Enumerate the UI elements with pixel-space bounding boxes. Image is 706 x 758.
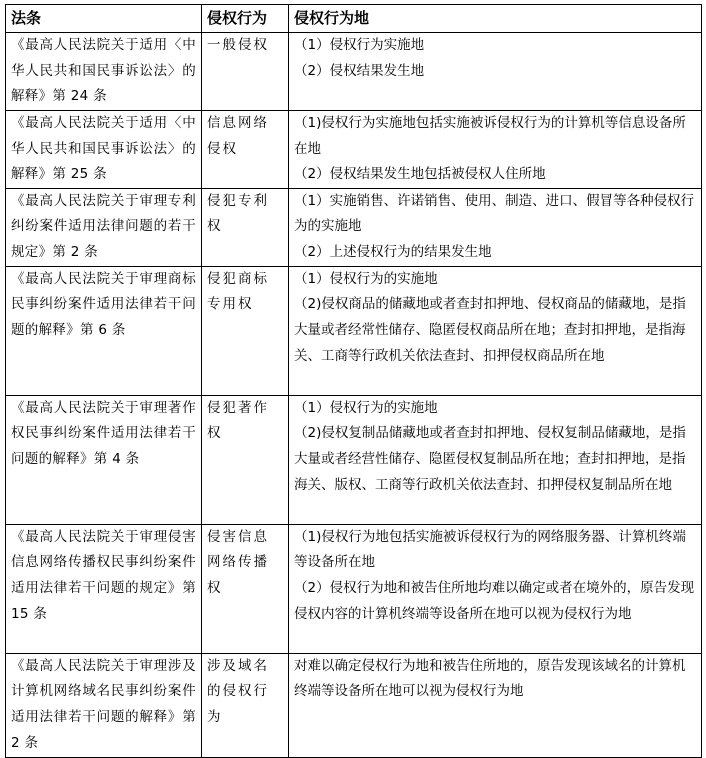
table-row [6, 188, 702, 266]
law-table [5, 4, 702, 758]
place-cell [289, 653, 702, 757]
place-item: （1）侵权行为的实施地 [294, 270, 438, 287]
law-cell: 《最高人民法院关于审理涉及计算机网络域名民事纠纷案件适用法律若干问题的解释》第 2 条 [6, 653, 202, 757]
header-tort: 侵权行为 [202, 5, 289, 33]
tort-cell: 侵犯著作权 [202, 395, 289, 524]
place-cell [289, 395, 702, 524]
place-item: （2)侵权商品的储藏地或者查封扣押地、侵权商品的储藏地，是指大量或者经常性储存、隐匿侵权商品所在地；查封扣押地，是指海关、工商等行政机关依法查封、扣押侵权商品所在地 [294, 296, 686, 364]
table-row [6, 111, 702, 189]
tort-cell: 涉及域名的侵权行为 [202, 653, 289, 757]
place-cell [289, 111, 702, 189]
place-item: （2）侵权结果发生地 [294, 62, 425, 79]
header-place: 侵权行为地 [289, 5, 702, 33]
place-item: （1）实施销售、许诺销售、使用、制造、进口、假冒等各种侵权行为的实施地 [294, 192, 695, 235]
header-law: 法条 [6, 5, 202, 33]
table-row [6, 33, 702, 111]
header-row [6, 5, 702, 33]
place-item: （2）侵权结果发生地包括被侵权人住所地 [294, 166, 546, 183]
place-cell [289, 266, 702, 395]
tort-cell: 侵害信息网络传播权 [202, 524, 289, 653]
place-item: （1)侵权行为实施地包括实施被诉侵权行为的计算机等信息设备所在地 [294, 115, 686, 157]
law-cell: 《最高人民法院关于审理商标民事纠纷案件适用法律若干问题的解释》第 6 条 [6, 266, 202, 395]
tort-cell: 一般侵权 [202, 33, 289, 111]
place-item: （1)侵权行为地包括实施被诉侵权行为的网络服务器、计算机终端等设备所在地 [294, 528, 686, 571]
law-cell: 《最高人民法院关于审理著作权民事纠纷案件适用法律若干问题的解释》第 4 条 [6, 395, 202, 524]
place-item: （2）侵权行为地和被告住所地均难以确定或者在境外的，原告发现侵权内容的计算机终端等设备所在地可以视为侵权行为地 [294, 579, 695, 622]
table-row [6, 395, 702, 524]
tort-cell: 信息网络侵权 [202, 111, 289, 189]
tort-cell: 侵犯专利权 [202, 188, 289, 266]
law-cell: 《最高人民法院关于审理专利纠纷案件适用法律问题的若干规定》第 2 条 [6, 188, 202, 266]
place-item: （1）侵权行为实施地 [294, 37, 425, 53]
table-row [6, 653, 702, 757]
place-cell [289, 33, 702, 111]
law-cell: 《最高人民法院关于适用〈中华人民共和国民事诉讼法〉的解释》第 25 条 [6, 111, 202, 189]
law-cell: 《最高人民法院关于适用〈中华人民共和国民事诉讼法〉的解释》第 24 条 [6, 33, 202, 111]
table-row [6, 266, 702, 395]
place-item: （1）侵权行为的实施地 [294, 399, 438, 416]
place-cell [289, 188, 702, 266]
place-item: （2)侵权复制品储藏地或者查封扣押地、侵权复制品储藏地，是指大量或者经营性储存、隐匿侵权复制品所在地；查封扣押地，是指海关、版权、工商等行政机关依法查封、扣押侵权复制品所在地 [294, 425, 686, 493]
tort-cell: 侵犯商标专用权 [202, 266, 289, 395]
law-cell: 《最高人民法院关于审理侵害信息网络传播权民事纠纷案件适用法律若干问题的规定》第 15 条 [6, 524, 202, 653]
place-item: （2）上述侵权行为的结果发生地 [294, 243, 492, 260]
place-cell [289, 524, 702, 653]
place-item: 对难以确定侵权行为地和被告住所地的，原告发现该域名的计算机终端等设备所在地可以视为侵权行为地 [294, 657, 686, 700]
table-row [6, 524, 702, 653]
